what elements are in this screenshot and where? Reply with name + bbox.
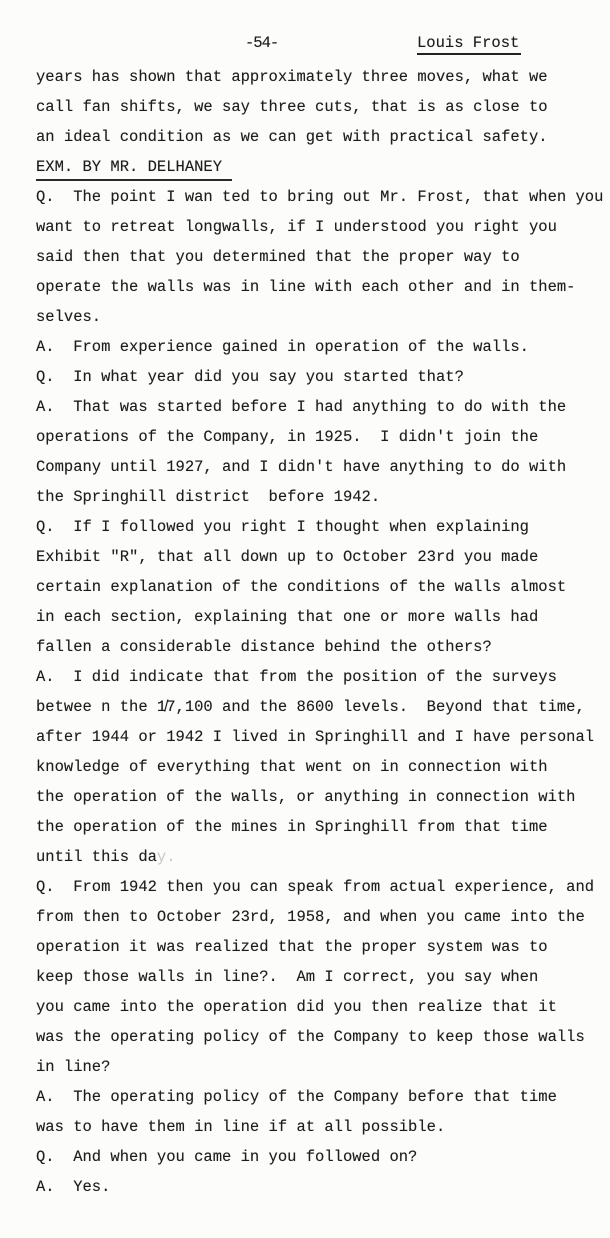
document-line: after 1944 or 1942 I lived in Springhill and I have personal: [36, 728, 595, 746]
document-line: selves.: [36, 308, 102, 326]
document-line: from then to October 23rd, 1958, and when you came into the: [36, 908, 585, 926]
document-line: Q. And when you came in you followed on?: [36, 1148, 418, 1166]
document-line: Exhibit "R", that all down up to October 23rd you made: [36, 548, 539, 566]
document-line: until this day.: [36, 848, 176, 866]
document-line: betwee n the 1̸7,100 and the 8600 levels. Beyond that time,: [36, 698, 585, 716]
document-line: A. That was started before I had anything to do with the: [36, 398, 567, 416]
document-line: A. From experience gained in operation of the walls.: [36, 338, 529, 356]
document-line: in line?: [36, 1058, 111, 1076]
document-line: Q. If I followed you right I thought when explaining: [36, 518, 529, 536]
document-line: was the operating policy of the Company to keep those walls: [36, 1028, 585, 1046]
document-line: was to have them in line if at all possible.: [36, 1118, 446, 1136]
document-line: want to retreat longwalls, if I understood you right you: [36, 218, 557, 236]
document-line: you came into the operation did you then realize that it: [36, 998, 557, 1016]
document-line: Q. In what year did you say you started that?: [36, 368, 464, 386]
document-line: certain explanation of the conditions of the walls almost: [36, 578, 567, 596]
document-line: keep those walls in line?. Am I correct, you say when: [36, 968, 539, 986]
document-line: A. The operating policy of the Company before that time: [36, 1088, 557, 1106]
document-line: Company until 1927, and I didn't have anything to do with: [36, 458, 567, 476]
examination-heading: EXM. BY MR. DELHANEY: [36, 152, 606, 182]
page-number: -54-: [245, 34, 279, 52]
document-line: fallen a considerable distance behind the others?: [36, 638, 492, 656]
document-line: years has shown that approximately three moves, what we: [36, 68, 548, 86]
document-line: operations of the Company, in 1925. I didn't join the: [36, 428, 539, 446]
document-line: Q. The point I wan ted to bring out Mr. Frost, that when you: [36, 188, 604, 206]
document-line: the operation of the walls, or anything in connection with: [36, 788, 576, 806]
transcript-body: [36, 62, 606, 1202]
document-line: an ideal condition as we can get with practical safety.: [36, 128, 548, 146]
document-line: call fan shifts, we say three cuts, that is as close to: [36, 98, 548, 116]
document-line: said then that you determined that the proper way to: [36, 248, 520, 266]
document-line: the operation of the mines in Springhill from that time: [36, 818, 548, 836]
page-header: [0, 34, 610, 64]
document-line: operation it was realized that the proper system was to: [36, 938, 548, 956]
document-line: knowledge of everything that went on in connection with: [36, 758, 548, 776]
faded-text: y.: [156, 848, 176, 866]
document-line: Q. From 1942 then you can speak from actual experience, and: [36, 878, 595, 896]
document-line: operate the walls was in line with each other and in them-: [36, 278, 576, 296]
document-line: A. Yes.: [36, 1178, 111, 1196]
document-line: the Springhill district before 1942.: [36, 488, 381, 506]
document-line: in each section, explaining that one or more walls had: [36, 608, 539, 626]
witness-name: Louis Frost: [417, 34, 521, 55]
document-line: A. I did indicate that from the position of the surveys: [36, 668, 557, 686]
